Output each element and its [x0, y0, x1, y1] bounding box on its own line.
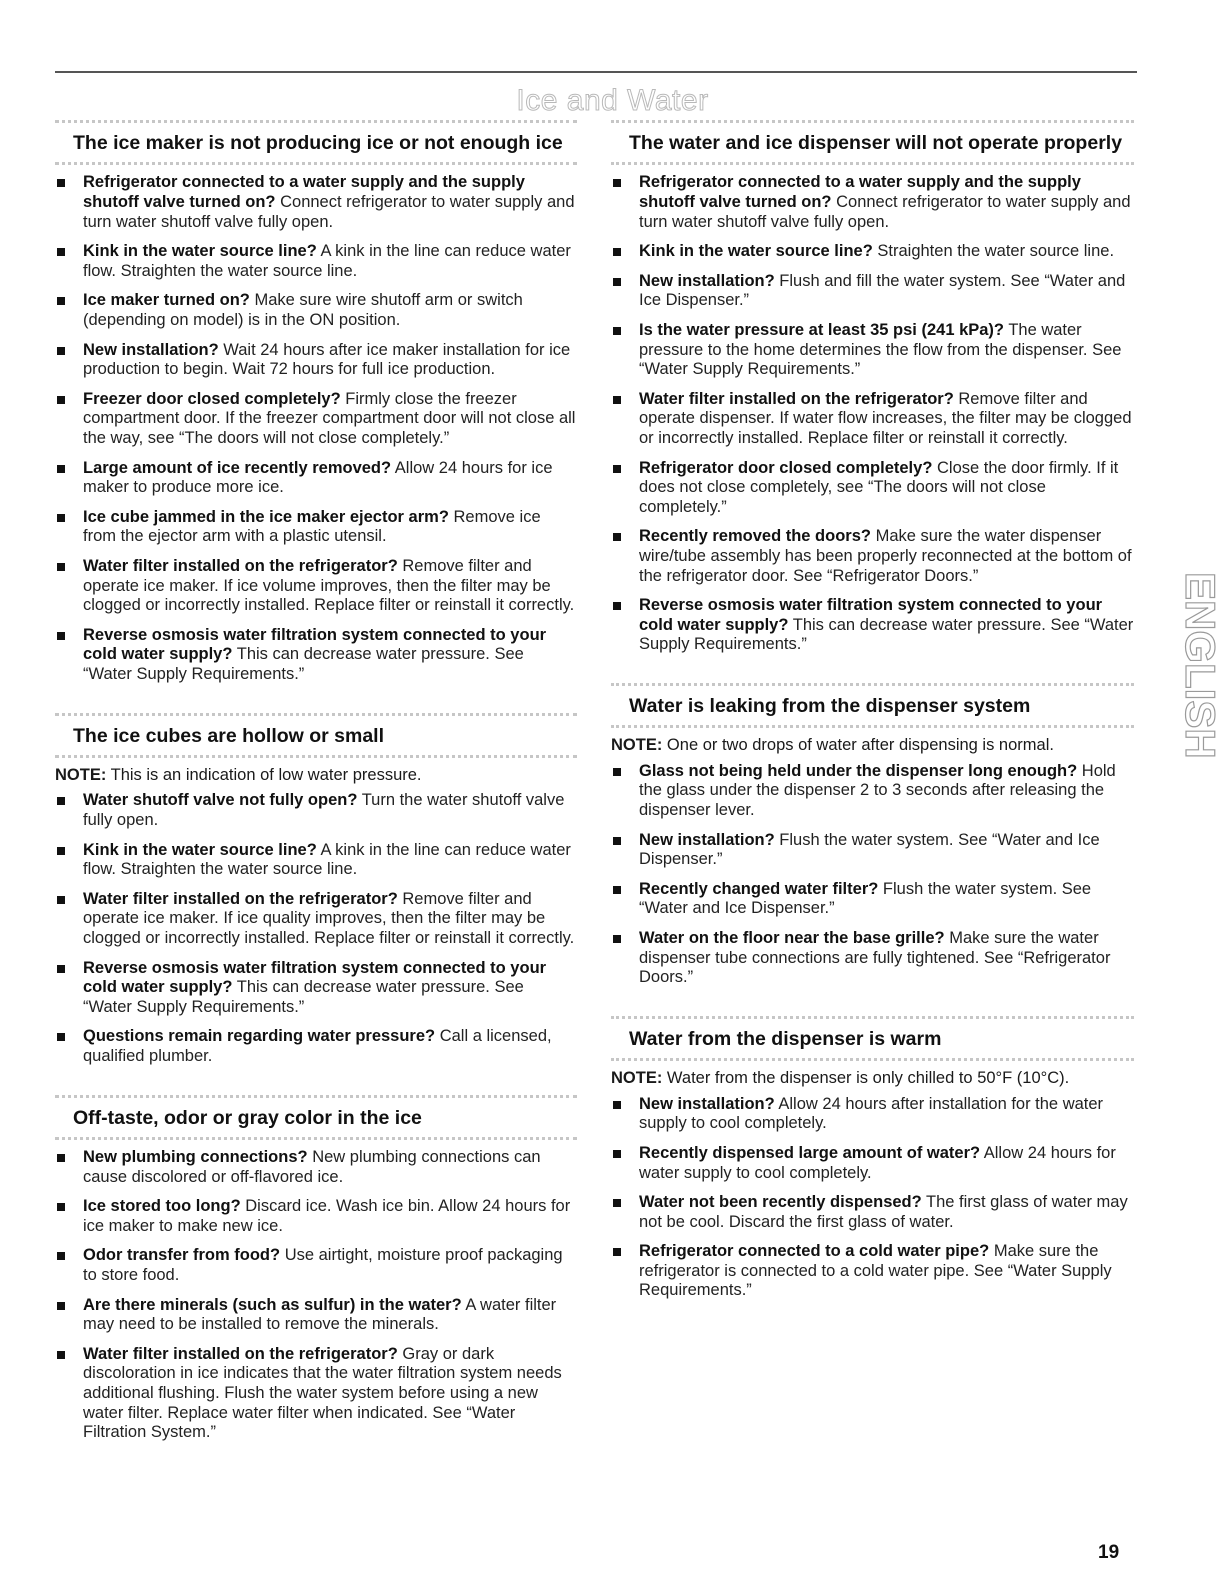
- item-question: New installation?: [83, 340, 219, 359]
- item-question: Water filter installed on the refrigerator?: [639, 389, 954, 408]
- item-answer: Remove filter and operate dispenser. If water flow increases, the filter may be clogged or incorrectly installed. Replace filter or reinstall it correctly.: [639, 389, 1132, 447]
- item-answer: This can decrease water pressure. See “Water Supply Requirements.”: [83, 645, 524, 683]
- item-list: [55, 1148, 577, 1443]
- item-question: Recently removed the doors?: [639, 527, 871, 546]
- list-item: [611, 527, 1134, 586]
- item-list: [55, 791, 577, 1066]
- section-ice-maker-not-producing: [55, 120, 577, 685]
- note: [55, 766, 577, 786]
- section-water-warm: [611, 1016, 1134, 1301]
- bullet-icon: [613, 1150, 621, 1158]
- item-answer: Make sure the refrigerator is connected to a cold water pipe. See “Water Supply Requirements.”: [639, 1242, 1112, 1300]
- bullet-icon: [57, 297, 65, 305]
- list-item: [55, 890, 577, 949]
- item-question: Refrigerator connected to a water supply and the supply shutoff valve turned on?: [83, 173, 525, 212]
- language-tab: [1153, 568, 1224, 760]
- section-heading: The water and ice dispenser will not operate properly: [611, 120, 1134, 165]
- note-label: NOTE:: [611, 1069, 663, 1088]
- item-question: Questions remain regarding water pressure?: [83, 1027, 436, 1046]
- item-answer: A water filter may need to be installed to remove the minerals.: [83, 1295, 557, 1334]
- section-heading: Off-taste, odor or gray color in the ice: [55, 1095, 577, 1140]
- item-answer: Make sure wire shutoff arm or switch (depending on model) is in the ON position.: [83, 291, 523, 329]
- item-question: Recently changed water filter?: [639, 879, 879, 898]
- item-answer: Connect refrigerator to water supply and turn water shutoff valve fully open.: [639, 193, 1131, 231]
- list-item: [611, 880, 1134, 919]
- bullet-icon: [57, 1033, 65, 1041]
- list-item: [55, 1197, 577, 1236]
- section-dispenser-not-operating: [611, 120, 1134, 655]
- item-answer: Close the door firmly. If it does not close completely, see “The doors will not close completely.”: [639, 458, 1119, 516]
- list-item: [611, 1193, 1134, 1232]
- list-item: [55, 1296, 577, 1335]
- bullet-icon: [613, 1101, 621, 1109]
- item-answer: The water pressure to the home determines the flow from the dispenser. See “Water Supply Requirements.”: [639, 321, 1122, 379]
- item-answer: Remove filter and operate ice maker. If ice quality improves, then the filter may be clogged or incorrectly installed. Replace filter or reinstall it correctly.: [83, 889, 575, 947]
- bullet-icon: [613, 602, 621, 610]
- list-item: [55, 173, 577, 232]
- item-question: Are there minerals (such as sulfur) in the water?: [83, 1295, 462, 1314]
- list-item: [611, 929, 1134, 988]
- item-question: Refrigerator connected to a cold water pipe?: [639, 1242, 990, 1261]
- bullet-icon: [57, 1203, 65, 1211]
- list-item: [55, 459, 577, 498]
- item-question: Recently dispensed large amount of water?: [639, 1143, 981, 1162]
- item-answer: Flush the water system. See “Water and Ice Dispenser.”: [639, 830, 1100, 869]
- bullet-icon: [57, 896, 65, 904]
- item-question: Water filter installed on the refrigerator?: [83, 1344, 398, 1363]
- list-item: [55, 626, 577, 685]
- section-heading: Water is leaking from the dispenser system: [611, 683, 1134, 728]
- item-answer: Allow 24 hours after installation for the water supply to cool completely.: [639, 1094, 1104, 1133]
- item-answer: Turn the water shutoff valve fully open.: [83, 791, 565, 830]
- bullet-icon: [57, 1154, 65, 1162]
- item-answer: Make sure the water dispenser wire/tube assembly has been properly reconnected at the bottom of the refrigerator door. See “Refrigerator Doors.”: [639, 527, 1132, 585]
- bullet-icon: [613, 465, 621, 473]
- item-answer: Use airtight, moisture proof packaging to store food.: [83, 1246, 563, 1284]
- note-label: NOTE:: [611, 736, 663, 755]
- item-question: New installation?: [639, 830, 775, 849]
- list-item: [611, 1144, 1134, 1183]
- list-item: [611, 831, 1134, 870]
- bullet-icon: [57, 514, 65, 522]
- bullet-icon: [57, 847, 65, 855]
- bullet-icon: [613, 248, 621, 256]
- item-answer: This can decrease water pressure. See “Water Supply Requirements.”: [639, 615, 1134, 654]
- bullet-icon: [613, 327, 621, 335]
- list-item: [55, 1345, 577, 1443]
- bullet-icon: [57, 1351, 65, 1359]
- item-answer: Discard ice. Wash ice bin. Allow 24 hours for ice maker to make new ice.: [83, 1197, 571, 1235]
- item-question: Freezer door closed completely?: [83, 389, 341, 408]
- section-ice-cubes-hollow: [55, 713, 577, 1067]
- item-question: Ice cube jammed in the ice maker ejector arm?: [83, 507, 449, 526]
- page-number: 19: [1098, 1542, 1120, 1563]
- section-water-leaking: [611, 683, 1134, 988]
- list-item: [55, 1148, 577, 1187]
- list-item: [611, 459, 1134, 518]
- bullet-icon: [613, 768, 621, 776]
- note: [611, 1069, 1134, 1089]
- list-item: [55, 508, 577, 547]
- item-question: Kink in the water source line?: [639, 242, 873, 261]
- item-answer: Call a licensed, qualified plumber.: [83, 1027, 552, 1065]
- item-question: Kink in the water source line?: [83, 840, 317, 859]
- item-question: Ice maker turned on?: [83, 291, 250, 310]
- item-question: Odor transfer from food?: [83, 1246, 281, 1265]
- bullet-icon: [57, 797, 65, 805]
- item-list: [611, 173, 1134, 654]
- list-item: [55, 390, 577, 449]
- list-item: [611, 272, 1134, 311]
- bullet-icon: [613, 278, 621, 286]
- item-question: Large amount of ice recently removed?: [83, 458, 392, 477]
- item-answer: Straighten the water source line.: [877, 242, 1115, 261]
- bullet-icon: [613, 533, 621, 541]
- note-text: One or two drops of water after dispensing is normal.: [662, 736, 1054, 755]
- page-title: Ice and Water: [516, 84, 709, 117]
- bullet-icon: [57, 347, 65, 355]
- item-answer: Connect refrigerator to water supply and turn water shutoff valve fully open.: [83, 193, 575, 231]
- item-answer: Firmly close the freezer compartment door. If the freezer compartment door will not close all the way, see “The doors will not close completely.”: [83, 389, 576, 447]
- item-question: New installation?: [639, 1094, 775, 1113]
- item-answer: Flush and fill the water system. See “Water and Ice Dispenser.”: [639, 271, 1126, 310]
- item-list: [55, 173, 577, 684]
- list-item: [611, 321, 1134, 380]
- item-answer: The first glass of water may not be cool. Discard the first glass of water.: [639, 1193, 1128, 1231]
- item-answer: Remove filter and operate ice maker. If ice volume improves, then the filter may be clogged or incorrectly installed. Replace filter or reinstall it correctly.: [83, 556, 575, 615]
- bullet-icon: [613, 935, 621, 943]
- item-list: [611, 1095, 1134, 1301]
- item-question: Refrigerator connected to a water supply and the supply shutoff valve turned on?: [639, 173, 1081, 212]
- bullet-icon: [613, 396, 621, 404]
- list-item: [611, 762, 1134, 821]
- list-item: [611, 242, 1134, 262]
- left-column: [55, 120, 577, 1453]
- bullet-icon: [57, 396, 65, 404]
- item-answer: Allow 24 hours for water supply to cool completely.: [639, 1143, 1116, 1182]
- bullet-icon: [57, 179, 65, 187]
- list-item: [55, 291, 577, 330]
- item-answer: This can decrease water pressure. See “Water Supply Requirements.”: [83, 978, 524, 1016]
- list-item: [55, 1246, 577, 1285]
- bullet-icon: [613, 1199, 621, 1207]
- note-label: NOTE:: [55, 765, 107, 784]
- item-question: Reverse osmosis water filtration system connected to your cold water supply?: [83, 625, 547, 664]
- list-item: [55, 959, 577, 1018]
- list-item: [55, 1027, 577, 1066]
- bullet-icon: [57, 248, 65, 256]
- item-answer: Allow 24 hours for ice maker to produce more ice.: [83, 458, 553, 497]
- list-item: [611, 390, 1134, 449]
- item-question: Water not been recently dispensed?: [639, 1193, 922, 1212]
- bullet-icon: [613, 179, 621, 187]
- item-question: Water on the floor near the base grille?: [639, 929, 945, 947]
- item-question: Water filter installed on the refrigerator?: [83, 889, 398, 908]
- item-question: Is the water pressure at least 35 psi (241 kPa)?: [639, 321, 1005, 339]
- item-answer: A kink in the line can reduce water flow. Straighten the water source line.: [83, 840, 571, 879]
- list-item: [611, 173, 1134, 232]
- section-heading: The ice maker is not producing ice or not enough ice: [55, 120, 577, 165]
- item-question: Water filter installed on the refrigerator?: [83, 556, 398, 575]
- item-answer: Wait 24 hours after ice maker installation for ice production to begin. Wait 72 hours for full ice production.: [83, 340, 571, 379]
- top-rule: [55, 71, 1137, 73]
- item-question: Glass not being held under the dispenser long enough?: [639, 761, 1078, 780]
- bullet-icon: [57, 563, 65, 571]
- list-item: [611, 1242, 1134, 1301]
- item-answer: A kink in the line can reduce water flow. Straighten the water source line.: [83, 242, 571, 280]
- right-column: [611, 120, 1134, 1311]
- list-item: [611, 1095, 1134, 1134]
- bullet-icon: [613, 1248, 621, 1256]
- item-list: [611, 762, 1134, 988]
- item-question: Reverse osmosis water filtration system connected to your cold water supply?: [639, 596, 1103, 634]
- item-answer: Make sure the water dispenser tube connections are fully tightened. See “Refrigerator Doors.”: [639, 929, 1111, 987]
- item-answer: Gray or dark discoloration in ice indicates that the water filtration system needs additional flushing. Flush the water system before using a new water filter. Replace water filter when indicated. See “Water Filtration System.”: [83, 1344, 562, 1442]
- item-question: Refrigerator door closed completely?: [639, 458, 933, 477]
- item-question: New installation?: [639, 271, 775, 290]
- note-text: Water from the dispenser is only chilled to 50°F (10°C).: [662, 1069, 1070, 1088]
- bullet-icon: [57, 1252, 65, 1260]
- bullet-icon: [57, 1302, 65, 1310]
- list-item: [55, 791, 577, 830]
- item-question: Water shutoff valve not fully open?: [83, 791, 358, 810]
- list-item: [611, 596, 1134, 655]
- item-answer: Hold the glass under the dispenser 2 to 3 seconds after releasing the dispenser lever.: [639, 761, 1116, 820]
- bullet-icon: [57, 965, 65, 973]
- list-item: [55, 341, 577, 380]
- list-item: [55, 557, 577, 616]
- list-item: [55, 242, 577, 281]
- note: [611, 736, 1134, 756]
- item-answer: Flush the water system. See “Water and Ice Dispenser.”: [639, 879, 1092, 918]
- note-text: This is an indication of low water pressure.: [106, 765, 422, 784]
- item-answer: New plumbing connections can cause discolored or off-flavored ice.: [83, 1148, 541, 1186]
- item-question: New plumbing connections?: [83, 1148, 308, 1166]
- bullet-icon: [57, 465, 65, 473]
- bullet-icon: [613, 837, 621, 845]
- language-tab-text: ENGLISH: [1177, 572, 1224, 759]
- bullet-icon: [57, 632, 65, 640]
- section-off-taste: [55, 1095, 577, 1443]
- item-answer: Remove ice from the ejector arm with a plastic utensil.: [83, 507, 541, 546]
- bullet-icon: [613, 886, 621, 894]
- item-question: Kink in the water source line?: [83, 242, 317, 261]
- item-question: Reverse osmosis water filtration system connected to your cold water supply?: [83, 958, 547, 997]
- section-heading: Water from the dispenser is warm: [611, 1016, 1134, 1061]
- item-question: Ice stored too long?: [83, 1197, 241, 1216]
- section-heading: The ice cubes are hollow or small: [55, 713, 577, 758]
- list-item: [55, 841, 577, 880]
